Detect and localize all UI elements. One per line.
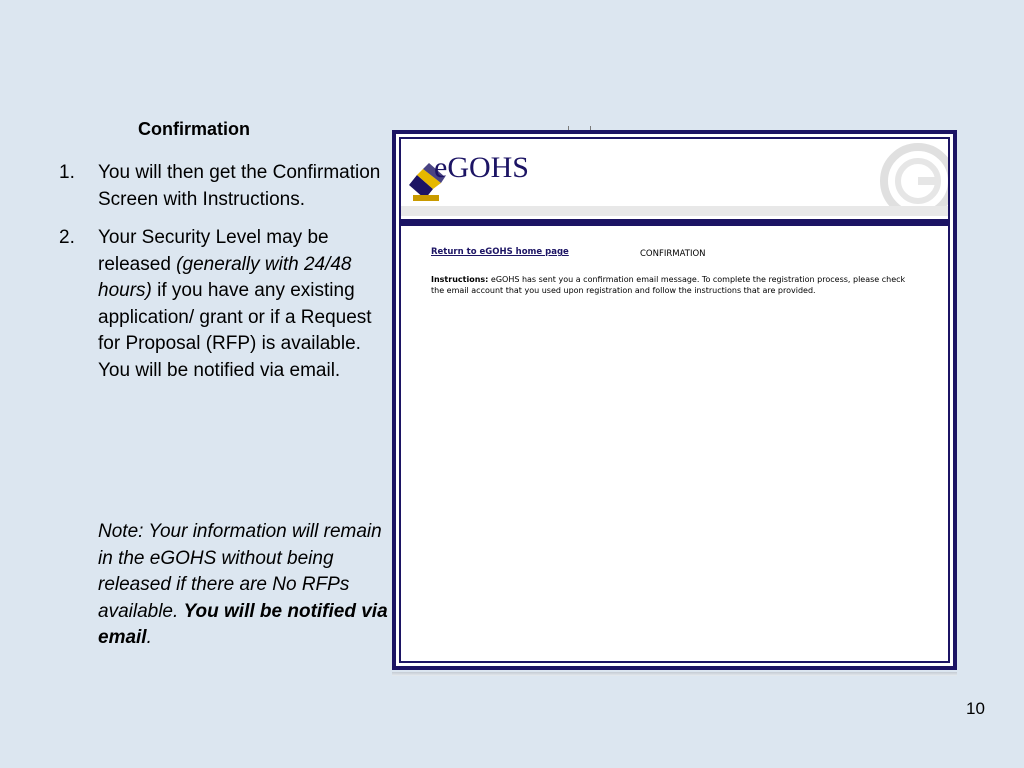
step-number: 2.: [59, 227, 75, 248]
logo-text: eGOHS: [434, 151, 529, 184]
note-end: .: [146, 627, 152, 648]
site-header: [401, 139, 948, 209]
instructions-label: Instructions:: [431, 275, 489, 284]
return-home-link[interactable]: Return to eGOHS home page: [431, 247, 569, 257]
step-text: [98, 225, 386, 384]
step-number: 1.: [59, 162, 75, 183]
step-item: [56, 225, 386, 384]
slide-title: Confirmation: [138, 119, 250, 139]
header-strip: [401, 206, 948, 216]
instructions-text: [431, 274, 911, 296]
screenshot-shadow: [392, 672, 957, 676]
steps-list: [56, 160, 386, 396]
note-text: [98, 519, 388, 652]
step-text-part: if you have any existing application/ grant or if a Request for Proposal (RFP) is available. You will be notified via email.: [98, 280, 372, 381]
step-text: You will then get the Confirmation Screen with Instructions.: [98, 162, 381, 210]
note-bold: You will be notified via email: [98, 600, 388, 648]
step-item: [56, 160, 386, 213]
egohs-logo[interactable]: [407, 149, 537, 199]
egohs-page: [399, 137, 950, 663]
screenshot-frame: [392, 130, 957, 670]
page-number: 10: [966, 699, 985, 718]
seal-watermark-icon: [868, 141, 948, 211]
confirmation-heading: CONFIRMATION: [640, 249, 706, 259]
header-divider: [401, 219, 948, 226]
instructions-body: eGOHS has sent you a confirmation email message. To complete the registration process, please check the email account that you used upon registration and follow the instructions that are provided.: [431, 275, 906, 295]
screenshot-border: [396, 134, 953, 666]
step-text-italic: (generally with 24/48 hours): [98, 253, 352, 301]
step-text-part: Your Security Level may be released: [98, 227, 329, 275]
note-italic: Note: Your information will remain in the eGOHS without being released if there are No RFPs available.: [98, 521, 382, 622]
